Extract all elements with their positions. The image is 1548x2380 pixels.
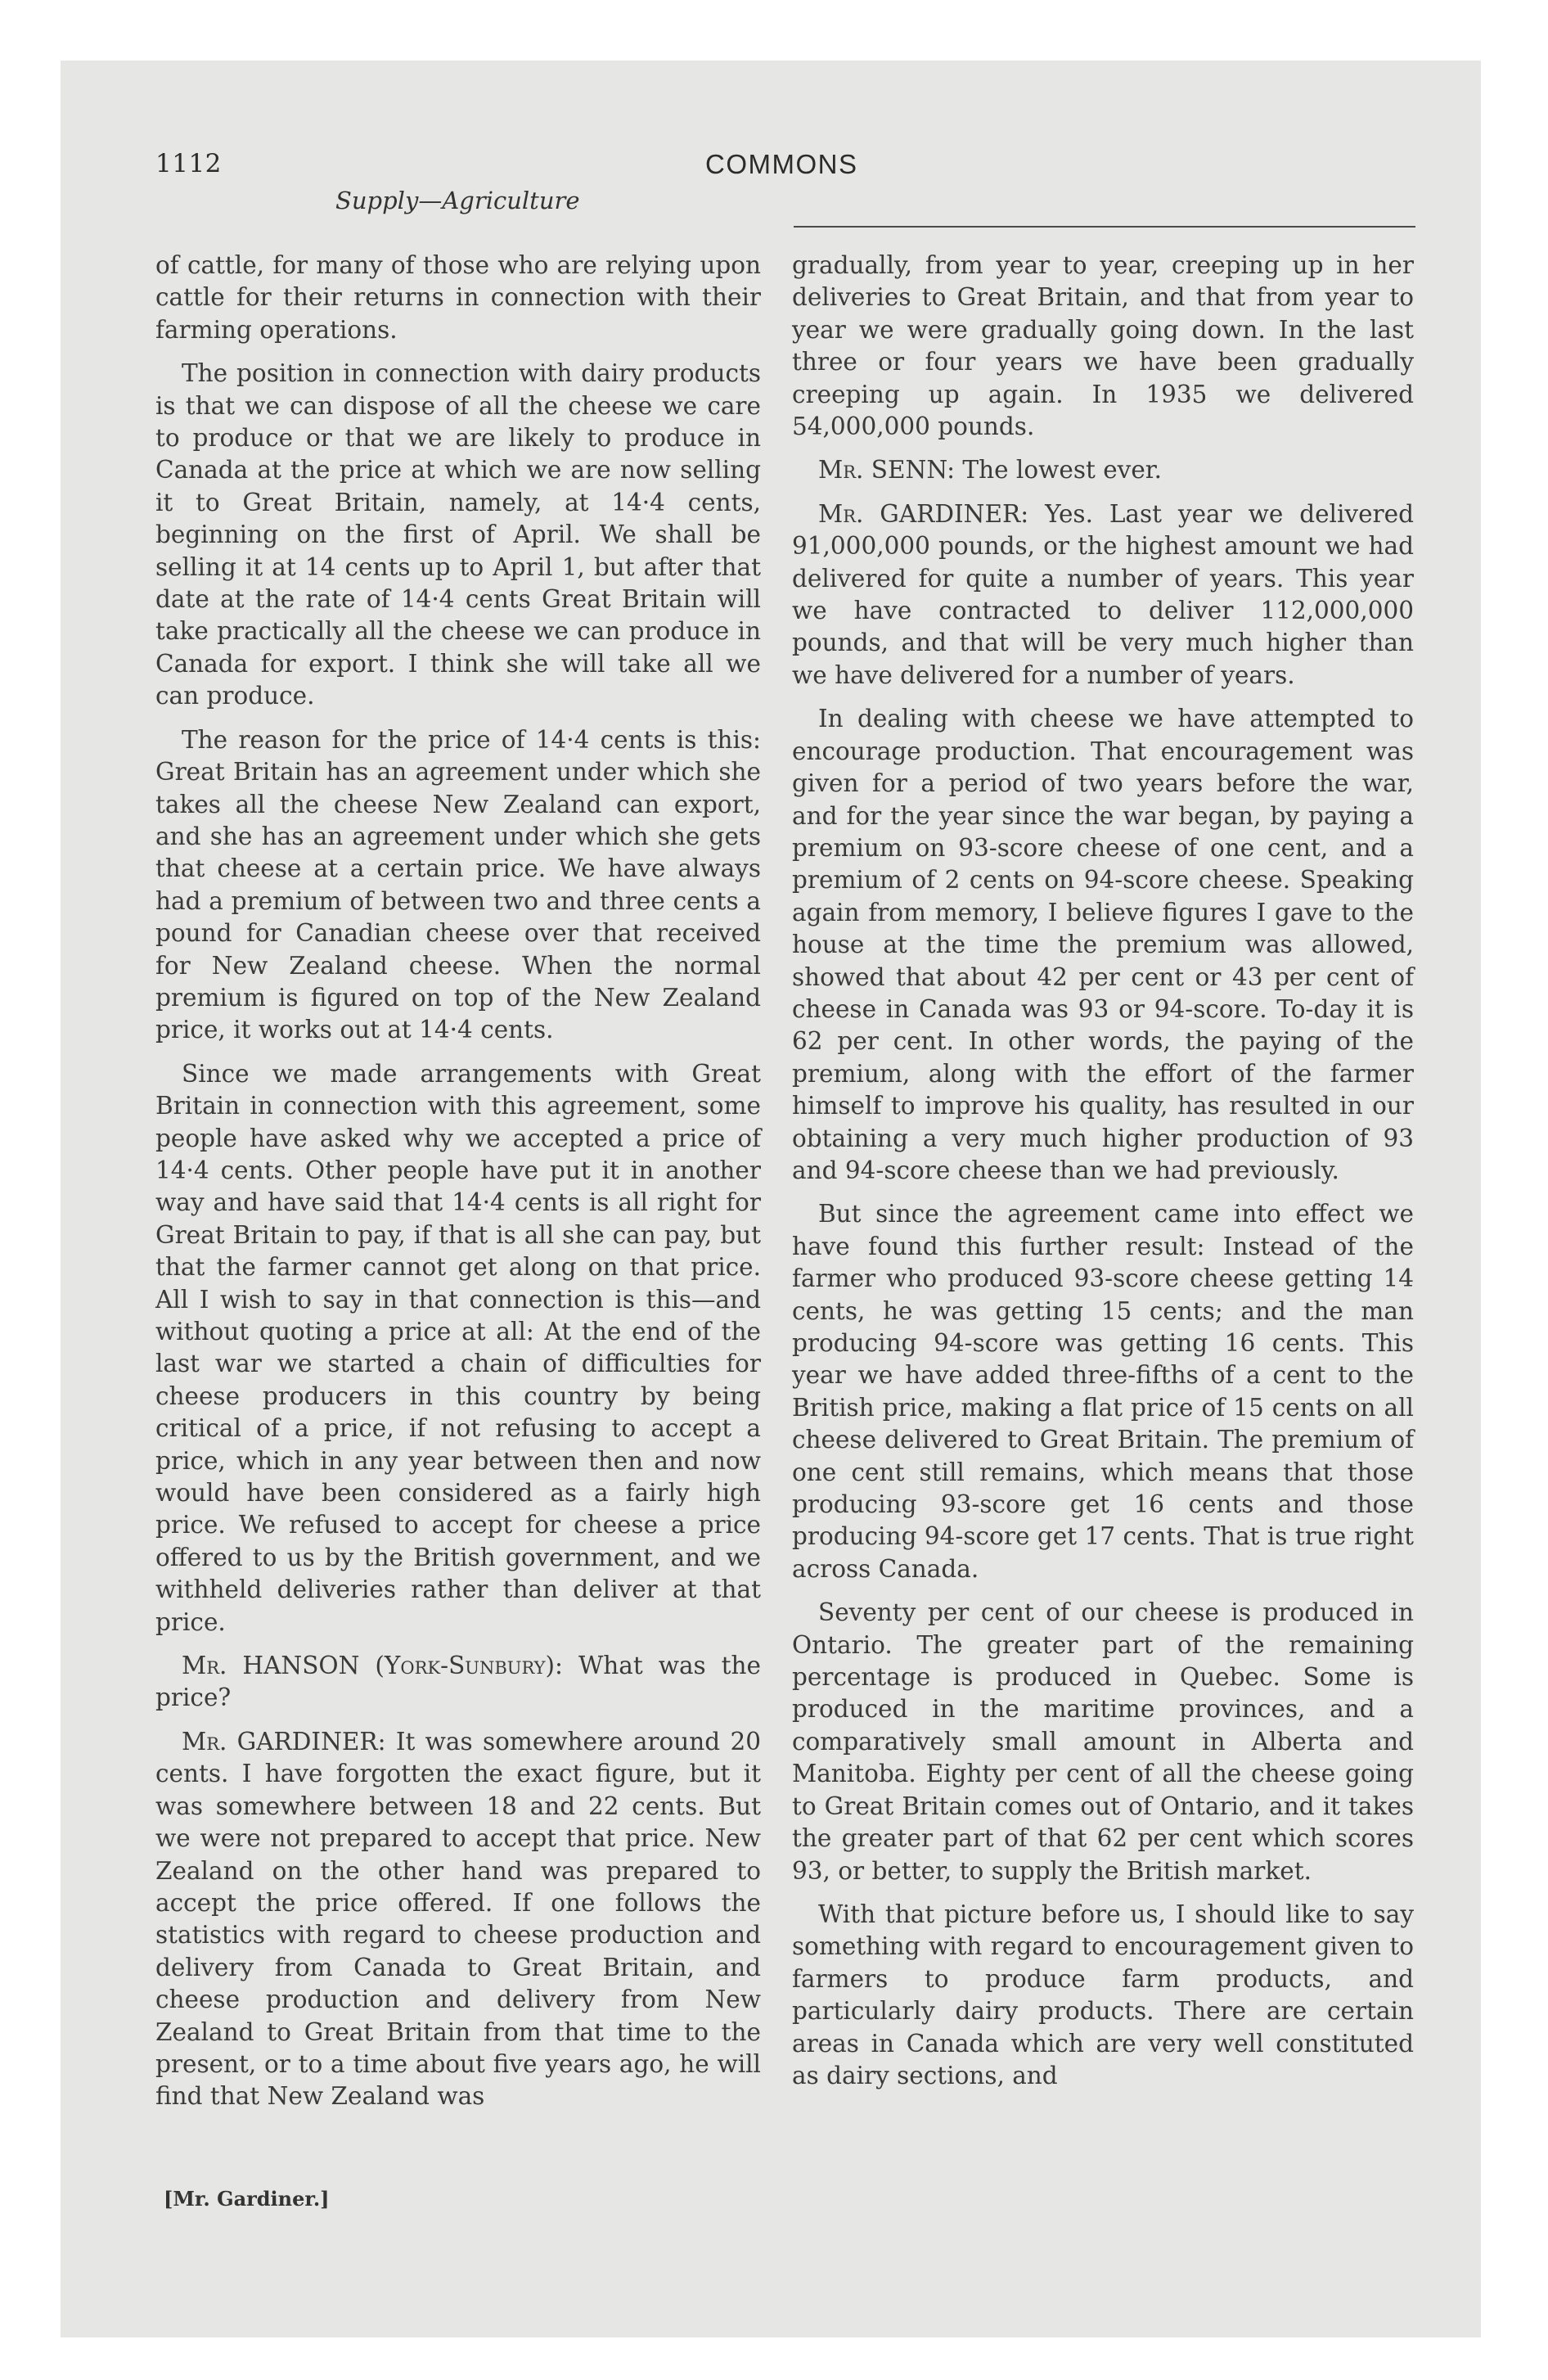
paragraph-text: Since we made arrangements with Great Britain in connection with this agreement, some people have asked why we accepted a price of 14·4 cents. Other people have put it in another way and have said that 14·4 cents is all right for Great Britain to pay, if that is all she can pay, but that the farmer cannot get along on that price. All I wish to say in that connection is this—and without quoting a price at all: At the end of the last war we started a chain of difficulties for cheese producers in this country by being critical of a price, if not refusing to accept a price, which in any year between then and now would have been considered as a fairly high price. We refused to accept for cheese a price offered to us by the British government, and we withheld deliveries rather than deliver at that price. [155,1059,761,1636]
paragraph [792,454,1414,486]
paragraph [155,1058,761,1639]
paragraph [155,1650,761,1715]
paragraph-text: But since the agreement came into effect we have found this further result: Instead of the farmer who produced 93-score cheese getting 14 cents, he was getting 15 cents; and the man producing 94-score was getting 16 cents. This year we have added three-fifths of a cent to the British price, making a flat price of 15 cents on all cheese delivered to Great Britain. The premium of one cent still remains, which means that those producing 93-score get 16 cents and those producing 94-score get 17 cents. That is true right across Canada. [792,1200,1414,1583]
speaker-footer-note: [Mr. Gardiner.] [164,2187,330,2211]
speaker-name: Mr. GARDINER: [182,1727,386,1756]
paragraph-text: What was the price? [155,1652,761,1712]
paragraph-text: With that picture before us, I should like to say something with regard to encouragement given to farmers to produce farm products, and particularly dairy products. There are certain areas in Canada which are very well constituted as dairy sections, and [792,1900,1414,2089]
paragraph [155,724,761,1047]
paragraph [792,1899,1414,2092]
running-header-title: COMMONS [705,149,858,179]
paragraph-text: The position in connection with dairy products is that we can dispose of all the cheese we care to produce or that we are likely to produce in Canada at the price at which we are now selling it to Great Britain, namely, at 14·4 cents, beginning on the first of April. We shall be selling it at 14 cents up to April 1, but after that date at the rate of 14·4 cents Great Britain will take practically all the cheese we can produce in Canada for export. I think she will take all we can produce. [155,359,761,710]
paragraph-text: gradually, from year to year, creeping up in her deliveries to Great Britain, and that from year to year we were gradually going down. In the last three or four years we have been gradually creeping up again. In 1935 we delivered 54,000,000 pounds. [792,251,1414,441]
right-column [792,250,1414,2103]
paragraph [792,1198,1414,1585]
running-header-subtitle: Supply—Agriculture [335,187,580,214]
header-rule [794,226,1415,228]
paragraph [792,703,1414,1187]
paragraph-text: It was somewhere around 20 cents. I have forgotten the exact figure, but it was somewhere between 18 and 22 cents. But we were not prepared to accept that price. New Zealand on the other hand was prepared to accept the price offered. If one follows the statistics with regard to cheese production and delivery from Canada to Great Britain, and cheese production and delivery from New Zealand to Great Britain from that time to the present, or to a time about five years ago, he will find that New Zealand was [155,1727,761,2111]
paragraph [155,250,761,346]
speaker-name: Mr. HANSON (York-Sunbury): [182,1652,563,1680]
speaker-name: Mr. SENN: [818,456,956,485]
paragraph [155,1726,761,2113]
page-number: 1112 [155,149,222,178]
paragraph [792,1597,1414,1887]
paragraph-text: The reason for the price of 14·4 cents is this: Great Britain has an agreement under which she takes all the cheese New Zealand can export, and she has an agreement under which she gets that cheese at a certain price. We have always had a premium of between two and three cents a pound for Canadian cheese over that received for New Zealand cheese. When the normal premium is figured on top of the New Zealand price, it works out at 14·4 cents. [155,725,761,1044]
paragraph-text: of cattle, for many of those who are relying upon cattle for their returns in connection with their farming operations. [155,251,761,344]
paragraph-text: In dealing with cheese we have attempted to encourage production. That encouragement was given for a period of two years before the war, and for the year since the war began, by paying a premium on 93-score cheese of one cent, and a premium of 2 cents on 94-score cheese. Speaking again from memory, I believe figures I gave to the house at the time the premium was allowed, showed that about 42 per cent or 43 per cent of cheese in Canada was 93 or 94-score. To-day it is 62 per cent. In other words, the paying of the premium, along with the effort of the farmer himself to improve his quality, has resulted in our obtaining a very much higher production of 93 and 94-score cheese than we had previously. [792,705,1414,1184]
paragraph [792,498,1414,692]
paragraph [792,250,1414,443]
speaker-name: Mr. GARDINER: [818,499,1029,528]
paragraph [155,358,761,712]
paragraph-text: Yes. Last year we delivered 91,000,000 pounds, or the highest amount we had delivered for quite a number of years. This year we have contracted to deliver 112,000,000 pounds, and that will be very much higher than we have delivered for a number of years. [792,499,1414,689]
paragraph-text: The lowest ever. [962,456,1163,485]
left-column [155,250,761,2125]
paragraph-text: Seventy per cent of our cheese is produced in Ontario. The greater part of the remaining percentage is produced in Quebec. Some is produced in the maritime provinces, and a comparatively small amount in Alberta and Manitoba. Eighty per cent of all the cheese going to Great Britain comes out of Ontario, and it takes the greater part of that 62 per cent which scores 93, or better, to supply the British market. [792,1598,1414,1885]
